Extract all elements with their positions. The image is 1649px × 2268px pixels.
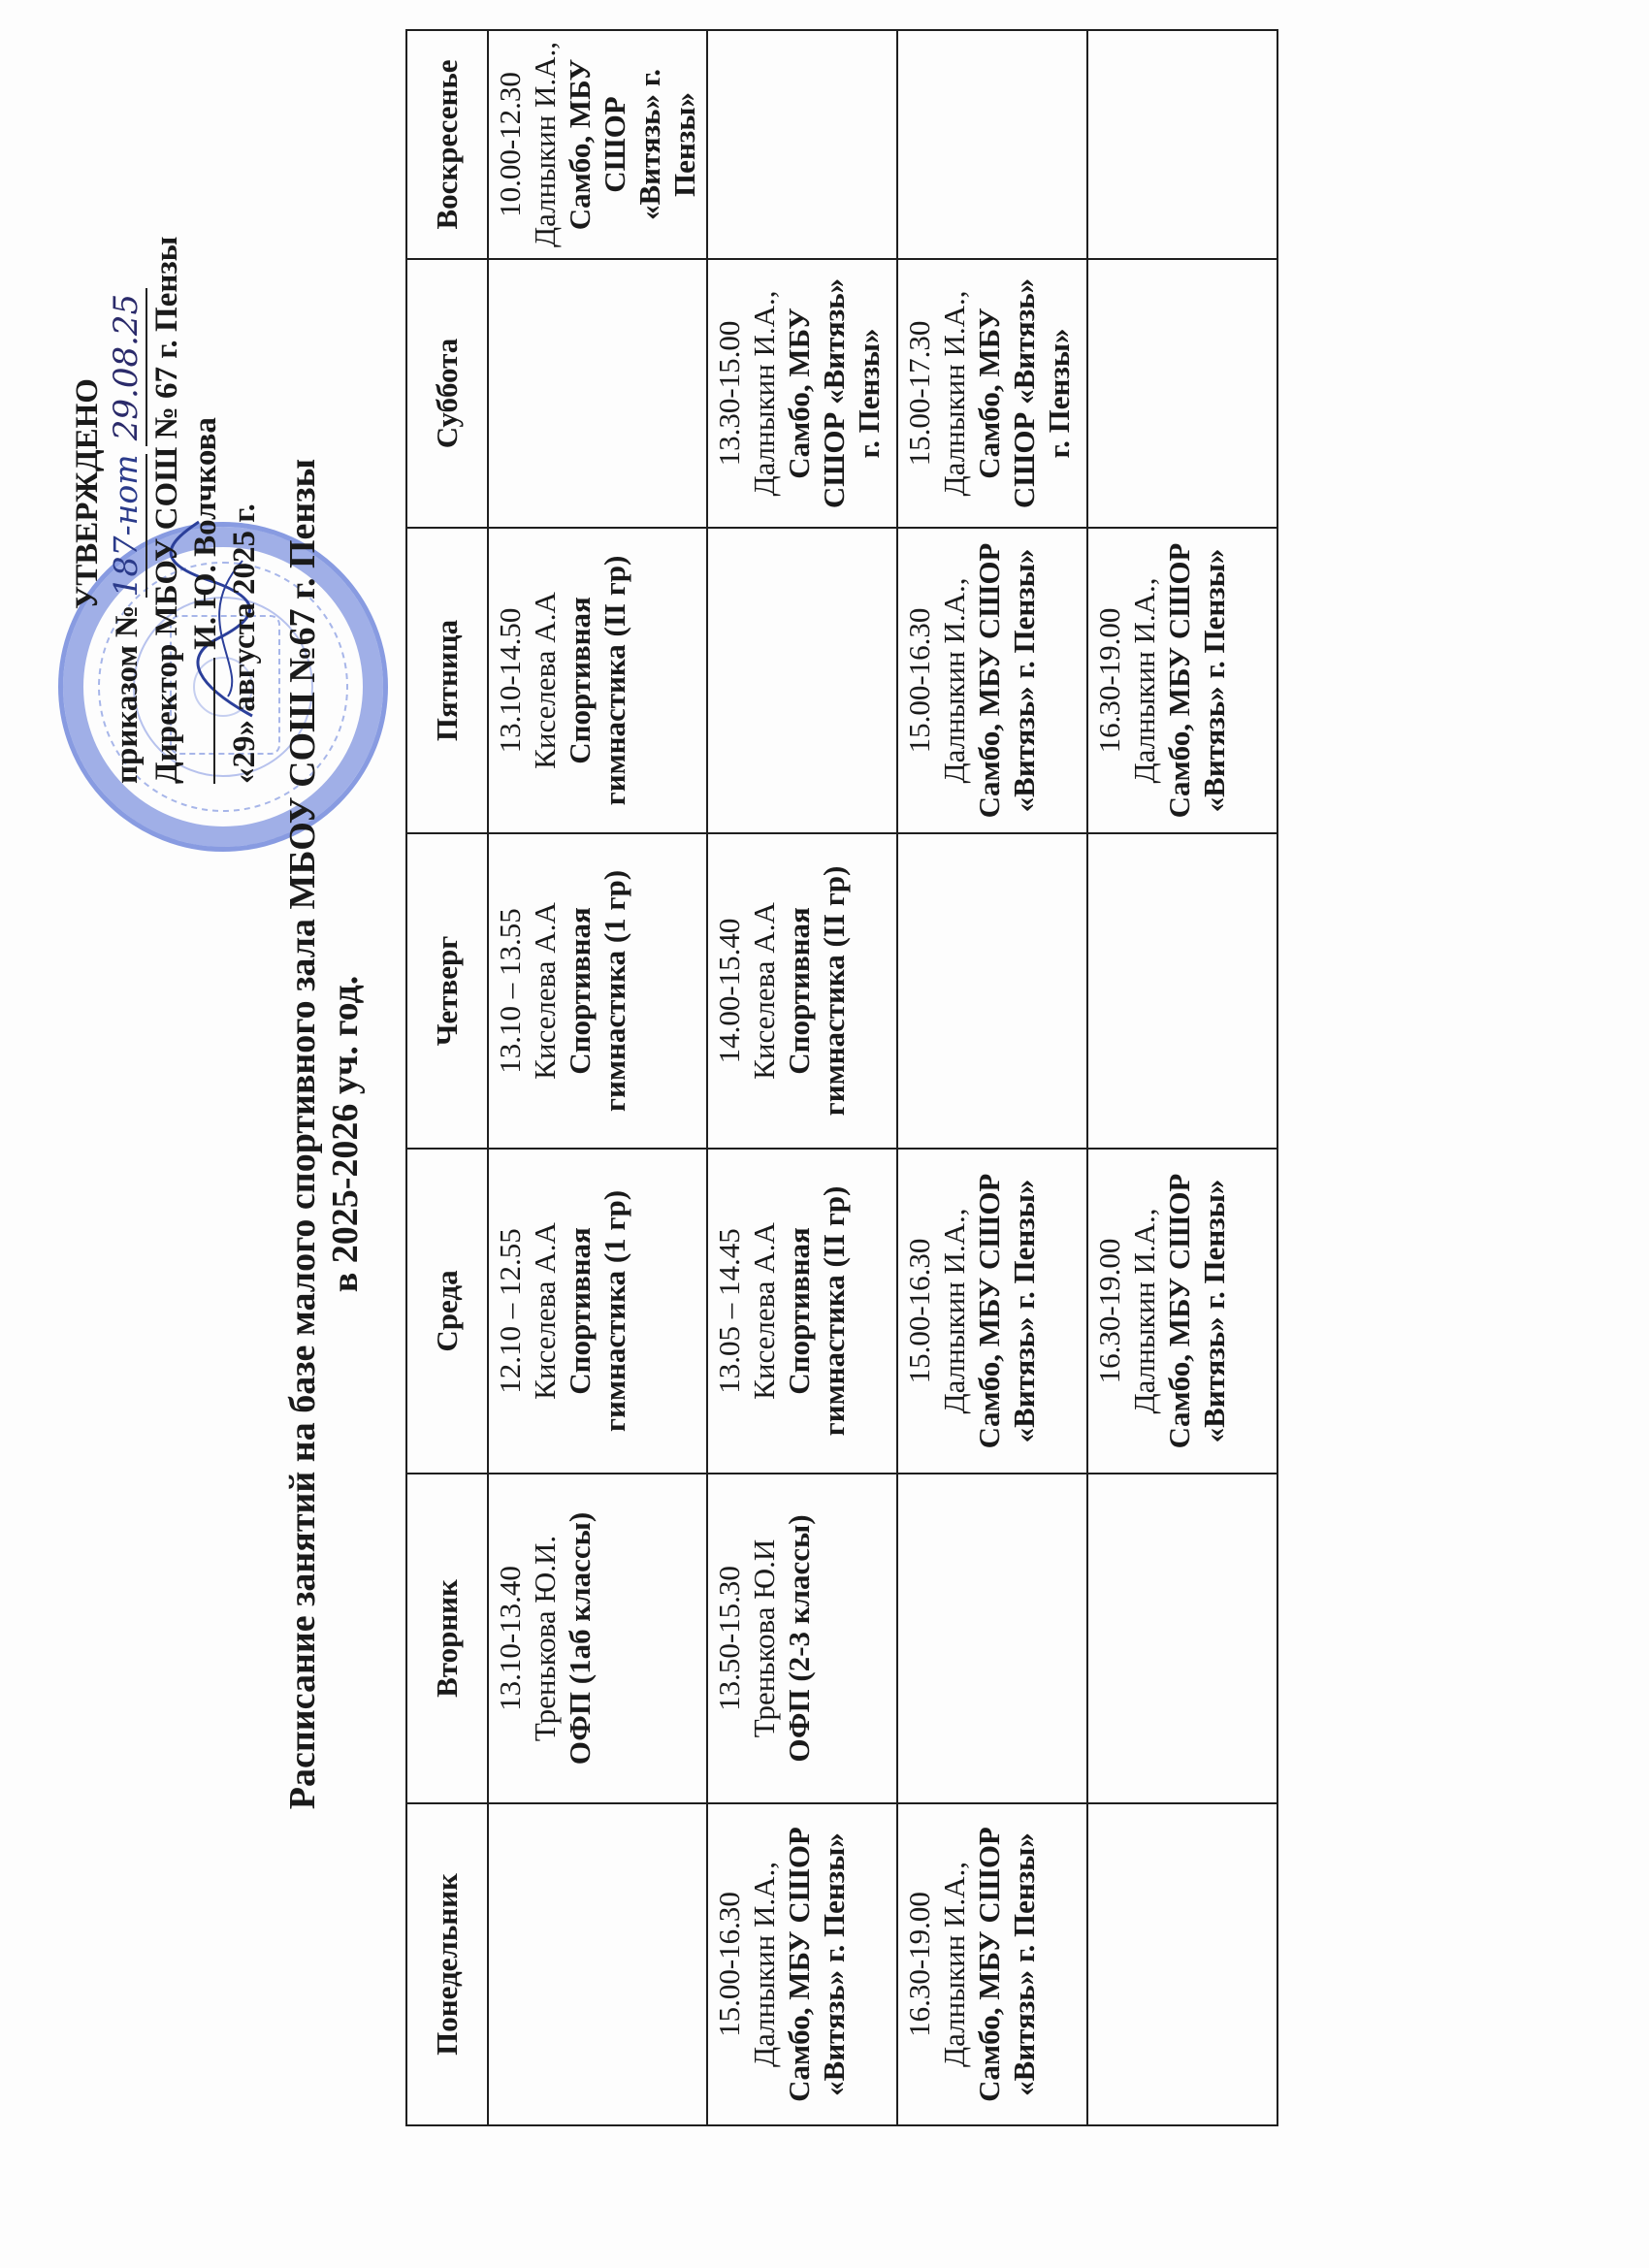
session-time: 13.50-15.30	[712, 1566, 746, 1711]
session-cell	[488, 30, 707, 259]
session-coach: Далныкин И.А.,	[747, 290, 781, 497]
session-cell	[488, 1149, 707, 1474]
session-activity: Самбо, МБУ СШОР «Витязь» г. Пензы»	[972, 542, 1041, 819]
session-cell	[897, 1149, 1087, 1474]
session-time: 14.00-15.40	[712, 918, 746, 1064]
schedule-table	[405, 29, 1278, 2126]
session-activity: Самбо, МБУ СШОР «Витязь» г. Пензы»	[1162, 542, 1231, 819]
session-activity: Спортивная гимнастика (II гр)	[563, 555, 631, 806]
session-cell	[897, 528, 1087, 833]
director-title: Директор МБОУ СОШ № 67 г. Пензы	[149, 236, 184, 784]
session-activity: Самбо, МБУ СШОР «Витязь» г. Пензы»	[563, 58, 701, 231]
session-cell	[488, 833, 707, 1149]
document-title	[281, 0, 367, 2268]
table-row	[488, 30, 707, 2125]
session-time: 16.30-19.00	[1092, 607, 1126, 754]
signature-blank	[213, 658, 215, 784]
order-line	[107, 124, 147, 784]
table-row	[707, 30, 897, 2125]
title-line-1: Расписание занятий на базе малого спортивного зала МБОУ СОШ №67 г. Пензы	[282, 458, 323, 1810]
order-number: 187-нот	[107, 454, 147, 597]
session-activity: Самбо, МБУ СШОР «Витязь» г. Пензы»	[782, 277, 886, 509]
session-time: 16.30-19.00	[902, 1892, 936, 2037]
day-header: Вторник	[406, 1474, 488, 1803]
day-header: Пятница	[406, 528, 488, 833]
day-header: Суббота	[406, 259, 488, 528]
approval-block	[68, 124, 264, 784]
session-activity: Спортивная гимнастика (1 гр)	[563, 1189, 631, 1433]
session-activity: Самбо, МБУ СШОР «Витязь» г. Пензы»	[972, 1173, 1041, 1449]
session-cell	[897, 259, 1087, 528]
session-cell	[707, 1149, 897, 1474]
session-activity: Спортивная гимнастика (II гр)	[782, 865, 851, 1117]
session-activity: Самбо, МБУ СШОР «Витязь» г. Пензы»	[1162, 1173, 1231, 1449]
session-coach: Далныкин И.А.,	[937, 577, 971, 784]
empty-cell	[488, 1803, 707, 2125]
session-coach: Киселева А.А	[528, 902, 562, 1080]
session-coach: Далныкин И.А.,	[937, 290, 971, 497]
session-activity: ОФП (1аб классы)	[563, 1511, 597, 1766]
session-time: 15.00-17.30	[902, 320, 936, 467]
session-activity: Самбо, МБУ СШОР «Витязь» г. Пензы»	[972, 1827, 1041, 2102]
session-cell	[1087, 1149, 1277, 1474]
session-time: 15.00-16.30	[902, 1238, 936, 1384]
session-coach: Далныкин И.А.,	[937, 1861, 971, 2068]
session-coach: Далныкин И.А.,	[528, 41, 562, 248]
empty-cell	[488, 259, 707, 528]
session-coach: Далныкин И.А.,	[937, 1208, 971, 1414]
empty-cell	[1087, 1474, 1277, 1803]
session-activity: Самбо, МБУ СШОР «Витязь» г. Пензы»	[972, 277, 1076, 509]
director-signature-line	[186, 124, 225, 784]
order-date-handwritten: 29.08.25	[107, 288, 147, 446]
empty-cell	[1087, 30, 1277, 259]
session-cell	[707, 1474, 897, 1803]
session-coach: Тренькова Ю.И.	[528, 1535, 562, 1742]
order-label: приказом №	[110, 604, 145, 784]
session-time: 15.00-16.30	[902, 607, 936, 754]
session-activity: Спортивная гимнастика (II гр)	[782, 1185, 851, 1437]
session-time: 12.10 – 12.55	[493, 1228, 527, 1394]
session-time: 15.00-16.30	[712, 1892, 746, 2037]
session-time: 16.30-19.00	[1092, 1238, 1126, 1384]
table-row	[1087, 30, 1277, 2125]
session-cell	[707, 833, 897, 1149]
session-coach: Далныкин И.А.,	[747, 1861, 781, 2068]
session-coach: Киселева А.А	[528, 592, 562, 769]
empty-cell	[707, 528, 897, 833]
session-activity: ОФП (2-3 классы)	[782, 1514, 816, 1763]
approval-heading: УТВЕРЖДЕНО	[70, 378, 105, 609]
session-cell	[707, 1803, 897, 2125]
session-activity: Самбо, МБУ СШОР «Витязь» г. Пензы»	[782, 1827, 851, 2102]
empty-cell	[1087, 833, 1277, 1149]
empty-cell	[897, 30, 1087, 259]
day-header: Среда	[406, 1149, 488, 1474]
approval-date: «29» августа 2025 г.	[227, 503, 262, 784]
empty-cell	[897, 833, 1087, 1149]
day-header: Понедельник	[406, 1803, 488, 2125]
empty-cell	[707, 30, 897, 259]
session-coach: Киселева А.А	[747, 902, 781, 1080]
title-line-2: в 2025-2026 уч. год.	[325, 975, 366, 1293]
session-time: 13.30-15.00	[712, 320, 746, 467]
session-time: 13.05 – 14.45	[712, 1228, 746, 1394]
empty-cell	[1087, 259, 1277, 528]
day-header: Четверг	[406, 833, 488, 1149]
table-row	[897, 30, 1087, 2125]
schedule-body	[488, 30, 1277, 2125]
session-coach: Далныкин И.А.,	[1127, 1208, 1161, 1414]
empty-cell	[897, 1474, 1087, 1803]
session-coach: Тренькова Ю.И	[747, 1539, 781, 1738]
session-coach: Киселева А.А	[747, 1222, 781, 1400]
session-cell	[1087, 528, 1277, 833]
director-name: И. Ю. Волчкова	[188, 417, 223, 650]
session-coach: Киселева А.А	[528, 1222, 562, 1400]
session-time: 13.10-14.50	[493, 607, 527, 754]
session-cell	[488, 1474, 707, 1803]
day-header: Воскресенье	[406, 30, 488, 259]
session-cell	[897, 1803, 1087, 2125]
day-header-row	[406, 30, 488, 2125]
session-time: 13.10 – 13.55	[493, 908, 527, 1074]
session-coach: Далныкин И.А.,	[1127, 577, 1161, 784]
session-cell	[488, 528, 707, 833]
session-time: 10.00-12.30	[493, 72, 527, 217]
session-cell	[707, 259, 897, 528]
empty-cell	[1087, 1803, 1277, 2125]
session-activity: Спортивная гимнастика (1 гр)	[563, 869, 631, 1113]
session-time: 13.10-13.40	[493, 1566, 527, 1711]
